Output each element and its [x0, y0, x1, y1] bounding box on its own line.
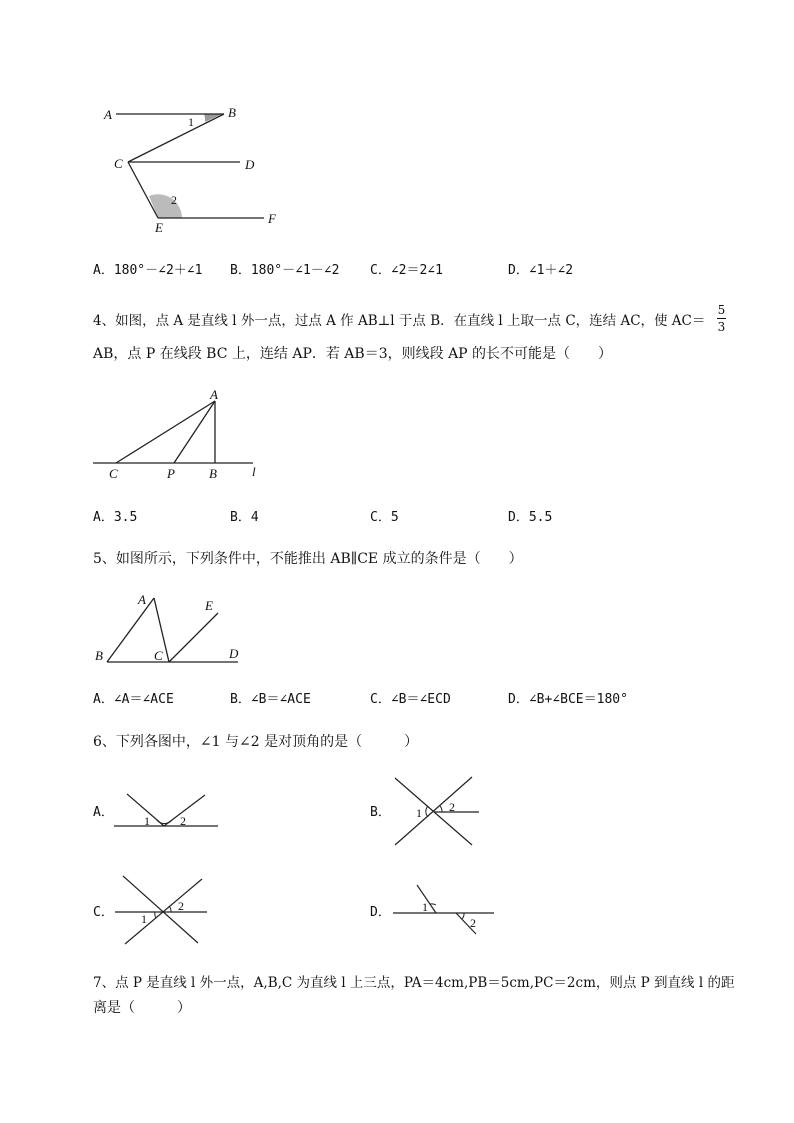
q5-option-c[interactable]: C．∠B＝∠ECD: [370, 692, 451, 707]
line-ce: [128, 162, 158, 218]
label-e: E: [155, 220, 163, 235]
q6-option-a-label[interactable]: A．: [93, 805, 114, 820]
q6-option-d-label[interactable]: D．: [370, 905, 391, 920]
label-a: A: [138, 592, 146, 607]
label-b: B: [95, 648, 103, 663]
q4-fraction-denominator: 3: [717, 320, 726, 334]
label-a: A: [210, 387, 218, 402]
q5-option-a[interactable]: A．∠A＝∠ACE: [93, 692, 174, 707]
label-b: B: [228, 105, 236, 120]
q6-text: 6、下列各图中，∠1 与∠2 是对顶角的是（ ）: [93, 734, 419, 750]
q6-figure-c[interactable]: [110, 873, 214, 947]
q5-option-d[interactable]: D．∠B+∠BCE＝180°: [508, 692, 628, 707]
angle1-arc: [155, 912, 156, 918]
label-c: C: [154, 648, 163, 663]
label-angle2: 2: [470, 916, 476, 930]
q3-option-b[interactable]: B．180°－∠1－∠2: [230, 263, 340, 278]
angle1-marker: [204, 114, 222, 122]
label-l: l: [252, 464, 256, 479]
label-c: C: [109, 466, 118, 481]
label-angle1: 1: [141, 912, 147, 926]
label-angle2: 2: [178, 899, 184, 913]
q5-text: 5、如图所示，下列条件中，不能推出 AB∥CE 成立的条件是（ ）: [93, 551, 523, 567]
cross-line-1: [123, 876, 198, 943]
q4-text-line1: 4、如图，点 A 是直线 l 外一点，过点 A 作 AB⊥l 于点 B．在直线 l 上取一点 C，连结 AC，使 AC＝: [93, 313, 706, 329]
q4-option-d[interactable]: D．5.5: [508, 510, 553, 525]
q3-option-d[interactable]: D．∠1＋∠2: [508, 263, 574, 278]
angle2-marker: [149, 194, 182, 218]
label-angle1: 1: [416, 806, 422, 820]
angle2-arc: [462, 913, 464, 919]
q6-option-c-label[interactable]: C．: [93, 905, 114, 920]
q7-text-line1: 7、点 P 是直线 l 外一点，A,B,C 为直线 l 上三点，PA＝4cm,PB＝5cm,PC＝2cm，则点 P 到直线 l 的距: [93, 975, 735, 991]
q4-text-line2: AB，点 P 在线段 BC 上，连结 AP．若 AB＝3，则线段 AP 的长不可能是（ ）: [93, 346, 613, 362]
q4-fraction: [717, 303, 726, 334]
label-f: F: [268, 211, 276, 226]
q4-fraction-bar: [717, 318, 726, 319]
q4-option-b[interactable]: B．4: [230, 510, 259, 525]
q4-fraction-numerator: 5: [717, 303, 726, 317]
label-p: P: [167, 466, 175, 481]
segment-ac: [116, 401, 215, 463]
label-angle2: 2: [180, 814, 186, 828]
label-a: A: [104, 107, 112, 122]
q7-text-line2: 离是（ ）: [93, 1000, 191, 1016]
label-b: B: [209, 466, 217, 481]
label-c: C: [114, 156, 123, 171]
label-angle1: 1: [144, 814, 150, 828]
q5-option-b[interactable]: B．∠B＝∠ACE: [230, 692, 311, 707]
q6-option-b-label[interactable]: B．: [370, 805, 391, 820]
segment-ap: [174, 401, 215, 463]
label-angle2: 2: [171, 193, 177, 207]
q4-option-c[interactable]: C．5: [370, 510, 399, 525]
q3-option-a[interactable]: A．180°－∠2＋∠1: [93, 263, 203, 278]
label-angle1: 1: [188, 115, 194, 129]
q4-option-a[interactable]: A．3.5: [93, 510, 138, 525]
ray-ce: [169, 613, 218, 662]
figure-q4: [90, 385, 270, 485]
label-d: D: [229, 646, 239, 661]
figure-q5: [92, 590, 252, 670]
segment-ab: [107, 598, 154, 662]
q3-option-c[interactable]: C．∠2＝2∠1: [370, 263, 443, 278]
q6-figure-b[interactable]: [390, 775, 482, 847]
angle2-arc: [169, 906, 171, 912]
q6-figure-d[interactable]: [390, 880, 498, 936]
q6-figure-a[interactable]: [110, 790, 222, 830]
figure-q3: [100, 100, 290, 240]
angle2-arc: [440, 806, 442, 812]
label-d: D: [245, 157, 255, 172]
label-e: E: [205, 598, 213, 613]
label-angle1: 1: [422, 900, 428, 914]
label-angle2: 2: [449, 800, 455, 814]
line-cb: [128, 114, 224, 162]
